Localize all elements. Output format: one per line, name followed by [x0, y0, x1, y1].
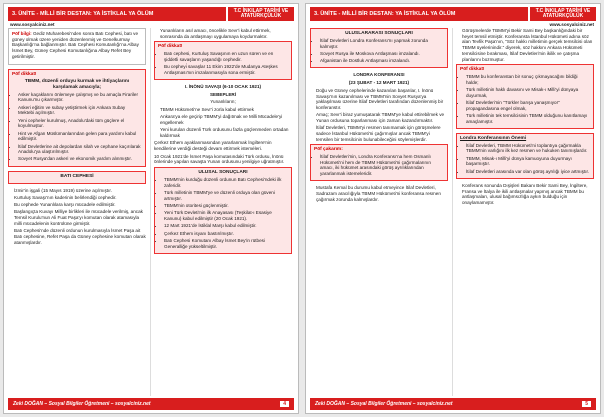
list-item: • TBMM bu konferanstan bir sonuç çıkmayacağını bildiği halde;: [466, 74, 590, 85]
list-item: • Bu cephede Yunanlılara karşı mücadele edilmiştir.: [14, 202, 146, 208]
page-number: 5: [582, 401, 591, 407]
attention-box: [154, 41, 292, 80]
attention-list: [158, 51, 288, 75]
paragraph: Çerkez Ethem ayaklanmasından yararlanmak İngiltere'nin kendilerine verdiği desteği devam ettirmek istemėleri.: [154, 140, 272, 151]
londra-list: [310, 88, 448, 143]
info-text: Gediz Muharebesi'nden sonra Batı Cephesi, batı ve güney olmak üzere yeniden düzenlenmiş ve Genelkurmay Başkanlığı'na bağlanmıştır. Batı Cephesi Komutanlığı'na Albay İsmet Bey, Güney Cephesi Komutanlığına Albay Refet Bey getirilmiştir.: [12, 31, 139, 59]
subsection-title: SEBEPLERİ: [209, 91, 237, 97]
list-item: • Türk milletinin tek temsilcisinin TBMM olduğunu kanıtlamayı amaçlamıştır.: [466, 113, 590, 124]
causes-list: [154, 107, 292, 139]
attention-box: [456, 64, 594, 129]
list-item: • Çerkez Ethem isyanı bastırılmıştır.: [164, 231, 288, 237]
list-item: • Türk milletinin TBMM'ye ve düzenli orduya olan güveni artmıştır.: [164, 190, 288, 201]
course-title: T.C İNKILAP TARİHİ VE ATATÜRKÇÜLÜK: [528, 7, 596, 21]
list-item: • Yeni cepheler kurulmuş, Anadolu'daki tüm güçlere el koyulmuştur.: [18, 118, 142, 129]
section-title-box: [8, 171, 146, 184]
site-url[interactable]: www.sosyalciniz.net: [10, 22, 55, 27]
list-item: • Türk milletinin haklı davasını ve Misak-ı Milli'yi dünyaya duyurmak,: [466, 87, 590, 98]
list-item: • Bu cepheyi̇ savaşlar 11 Ekim 1922'de Mudanya Ateşkes Antlaşması'nın imzalanmasıyla sona ermiştir.: [164, 64, 288, 75]
kemal-list: [310, 185, 448, 202]
left-column-1: [8, 28, 146, 396]
intl-results-list: [314, 38, 444, 64]
list-item: • TBMM, Misak-ı Milli'yi dünya kamuoyuna duyurmayı başarmıştır.: [466, 156, 590, 167]
site-url[interactable]: www.sosyalciniz.net: [549, 22, 594, 27]
list-item: • Amaç; Sevr'i biraz yumuşatarak TBMM'ye kabul ettirebilmek ve Yunan ordusuna toparlanması için zaman kazandırmaktır.: [316, 112, 448, 123]
results-box: [154, 167, 292, 254]
list-item: • Afganistan ile Dostluk Antlaşması imzalandı.: [320, 58, 444, 64]
paragraph: 10 Ocak 1921'de İsmet Paşa komutasındaki Türk ordusu, İnönü önlerinde yapılan savaşta Yunan ordusunu yenilgiye uğratmıştır.: [154, 153, 285, 165]
info-label: Pöf bilgi:: [12, 31, 32, 36]
left-column-2: [154, 28, 292, 396]
intro-list: [154, 28, 292, 39]
attention-list: [12, 92, 142, 163]
attention-box: [8, 69, 146, 167]
list-item: • Sovyet Rusya ile Moskova Antlaşması imzalandı.: [320, 51, 444, 57]
insight-title: Pöf çakarım:: [314, 147, 343, 152]
list-item: • Mustafa Kemal bu durumu kabul etmeyince İtilaf Devletleri, Sadrazam aracılığıyla TBMM Hükümeti'ni konferansa resmen çağırmak zorunda kalmışlardır.: [316, 185, 448, 202]
page-footer: [310, 398, 596, 410]
list-item: • Hint ve Afgan Müslümanlarından gelen para yardımı kabul edilmiştir.: [18, 131, 142, 142]
right-page: [305, 3, 601, 414]
page-number: 4: [280, 401, 289, 407]
list-item: • Doğu ve Güney cephelerinde kazanılan başarılar, I. İnönü Savaşı'nın kazanılması ve TBMM'nin Sovyet Rusya'ya yaklaşılması üzerine İtilaf Devletleri tarafından düzenlenmiş bir konferanstır.: [316, 88, 448, 111]
footer-author: Zeki DOĞAN – Sosyal Bilgiler Öğretmeni – sosyalciniz.net: [315, 400, 453, 407]
list-item: • Yeni Türk Devleti'nin ilk Anayasası (Teşkilat-ı Esasiye Kanunu) kabul edilmiştir (20 Ocak 1921).: [164, 210, 288, 221]
bati-cephesi-list: [8, 188, 146, 246]
course-title: T.C İNKILAP TARİHİ VE ATATÜRKÇÜLÜK: [226, 7, 294, 21]
importance-box: [456, 133, 594, 179]
unit-title: 3. ÜNİTE - MİLLİ BİR DESTAN: YA İSTİKLAL YA ÖLÜM: [310, 7, 528, 21]
attention-title: Pöf dikkat!: [12, 71, 37, 77]
intro-list: [456, 28, 594, 62]
list-item: • Yunanlıların asıl amacı, önceliklе Sevr'i kabul ettirmek, sonrasında da antlaşmayı uygulamaya koydurmaktır.: [160, 28, 292, 39]
section-title: LONDRA KONFERANSI: [353, 72, 405, 78]
page-header: [8, 7, 294, 21]
section-title: BATI CEPHESİ: [60, 173, 94, 179]
list-item: • Sovyet Rusya'dan askeri ve ekonomik yardım alınmıştır.: [18, 156, 142, 162]
footer-author: Zeki DOĞAN – Sosyal Bilgiler Öğretmeni – sosyalciniz.net: [13, 400, 151, 407]
list-item: • İtilaf Devletleri'nin "Türkler barışa yanaşmıyor" propagandasına engel olmak,: [466, 100, 590, 111]
section-date: (23 ŞUBAT - 12 MART 1921): [348, 80, 410, 86]
attention-subtitle: TBMM, düzenli orduyu kurmak ve ihtiyaçlarını karşılamak amacıyla;: [24, 78, 130, 90]
insight-box: [310, 144, 448, 181]
list-item: • İtilaf Devletleri Londra Konferansı'nı yapmak zorunda kalmıştır.: [320, 38, 444, 49]
list-item: • TBMM'nin kurduğu düzenli ordunun Batı Cephesi'ndeki ilk zaferidir.: [164, 177, 288, 188]
bottom-list: [456, 183, 594, 206]
list-item: • Batı Cephesi'nde düzenli ordunun kurulmasıyla İsmet Paşa ait Batı cephesine, Refet Paşa da Güney cephesine komutan olarak atanmışlardır.: [14, 228, 146, 245]
list-item: • TBMM Hükümeti'ne Sevr'i zorla kabul ettirmek: [160, 107, 292, 113]
list-item: • İzmir'in işgali (15 Mayıs 1919) üzerine açılmıştır.: [14, 188, 146, 194]
subsection-lead: Yunanlıların;: [210, 99, 236, 105]
intl-results-box: [310, 28, 448, 68]
list-item: • Askeri eğitim ve subay yetiştirmek için Ankara Subay Mektebi açılmıştır.: [18, 105, 142, 116]
column-divider: [150, 28, 151, 396]
right-column-2: [456, 28, 594, 396]
right-column-1: [310, 28, 448, 396]
importance-title: Londra Konferansının Önemi: [460, 135, 527, 141]
importance-list: [460, 143, 590, 175]
list-item: • Asker kaçaklarını önlemeye çalışmış ve bu amaçla Firariler Kanunu'nu çıkarmıştır.: [18, 92, 142, 103]
left-page: [3, 3, 299, 414]
attention-title: Pöf dikkat!: [460, 66, 485, 72]
attention-title: Pöf dikkat!: [158, 43, 183, 49]
column-divider: [452, 28, 453, 396]
list-item: • İtilaf Devletleri, TBMM'yi resmen tanımamak için görüşmelere sadece İstanbul Hükümeti'ni çağırmışlar ancak TBMM'yi temsilen bir temsilcinin bulunabileceğini söylemişlerdir.: [316, 125, 448, 142]
attention-list: [460, 74, 590, 124]
list-item: • 12 Mart 1921'de İstiklal Marşı kabul edilmiştir.: [164, 223, 288, 229]
page-footer: [8, 398, 294, 410]
results-list: [158, 177, 288, 249]
list-item: • Ankara'ya ele geçirip TBMM'yi dağıtmak ve Milli Mücadele'yi engellemek: [160, 114, 292, 125]
list-item: • TBMM'nin otoritesi güçlenmiştir.: [164, 203, 288, 209]
page-header: [310, 7, 596, 21]
list-item: • Batı cephesi, Kurtuluş Savaşının en uzun süren ve en şiddetli savaşların yaşandığı cephedir.: [164, 51, 288, 62]
section-title: I. İNÖNÜ SAVAŞI (6-10 OCAK 1921): [184, 83, 262, 89]
list-item: • İtilaf Devletlerine ait depolardan silah ve cephane kaçırılarak Anadolu'ya ulaştırılmıştır.: [18, 144, 142, 155]
list-item: • İtilaf Devletleri arasında var olan görüş ayrılığı iyice artmıştır.: [466, 169, 590, 175]
results-title: ULUSAL SONUÇLARI: [198, 170, 248, 176]
list-item: • Batı Cephesi Komutanı Albay İsmet Bey'in rütbesi Generalliğe yükseltilmiştir.: [164, 238, 288, 249]
list-item: • Yeni kurulan düzenli Türk ordusunu fazla güçlenmeden ortadan kaldırmak: [160, 127, 292, 138]
intl-results-title: ULUSLARARASI SONUÇLARI: [345, 31, 413, 36]
unit-title: 3. ÜNİTE - MİLLİ BİR DESTAN: YA İSTİKLAL YA ÖLÜM: [8, 7, 226, 21]
list-item: • İtilaf Devletleri'nin, Londra Konferansı'na hem Osmanlı Hükümeti'ni hem de TBMM Hükümeti'ni çağırmalarının amacı, iki hükümet arasındaki görüş ayrılıklarından yararlanmak istemeleridir.: [320, 154, 444, 177]
list-item: • Kurtuluş Savaşı'nın kaderinin belirlendiği cephedir.: [14, 195, 146, 201]
info-box: [8, 28, 146, 65]
list-item: • İtilaf Devletleri, TBMM Hükümeti'ni toplantıya çağırmakla TBMM'nin varlığını ilk kez resmen ve hukuken tanımışlardır.: [466, 143, 590, 154]
list-item: • Konferans sonunda Dışişleri Bakanı Bekir Sami Bey, İngiltere, Fransa ve İtalya ile ikili antlaşmalar yapmış ancak TBMM bu antlaşmaları, ulusal bağımsızlığa aykırı bulduğu için onaylamamıştır.: [462, 183, 594, 206]
list-item: • Başlangıçta Kuvayı Milliye birlikleri ile mücadele verilmiş, ancak Temsil Kurulu'nun Ali Fuat Paşa'yı komutan olarak atamasıyla milli mücadelenin kontrolüne girmiştir.: [14, 209, 146, 226]
list-item: • Görüşmelerde TBMM'yi Bekir Sami Bey başkanlığındaki bir heyet temsil etmiştir. Konferansta İstanbul Hükümeti adına söz alan Tevfik Paşa'nın, "Söz hakkı milletimin gerçek temsilcisi olan TBMM üyelerinindir." diyerek, söz hakkını Ankara Hükümeti temsilcisine bırakması, İtilaf Devletleri'nin ikilik ve çatışma planlarını bozmuştur.: [462, 28, 594, 62]
